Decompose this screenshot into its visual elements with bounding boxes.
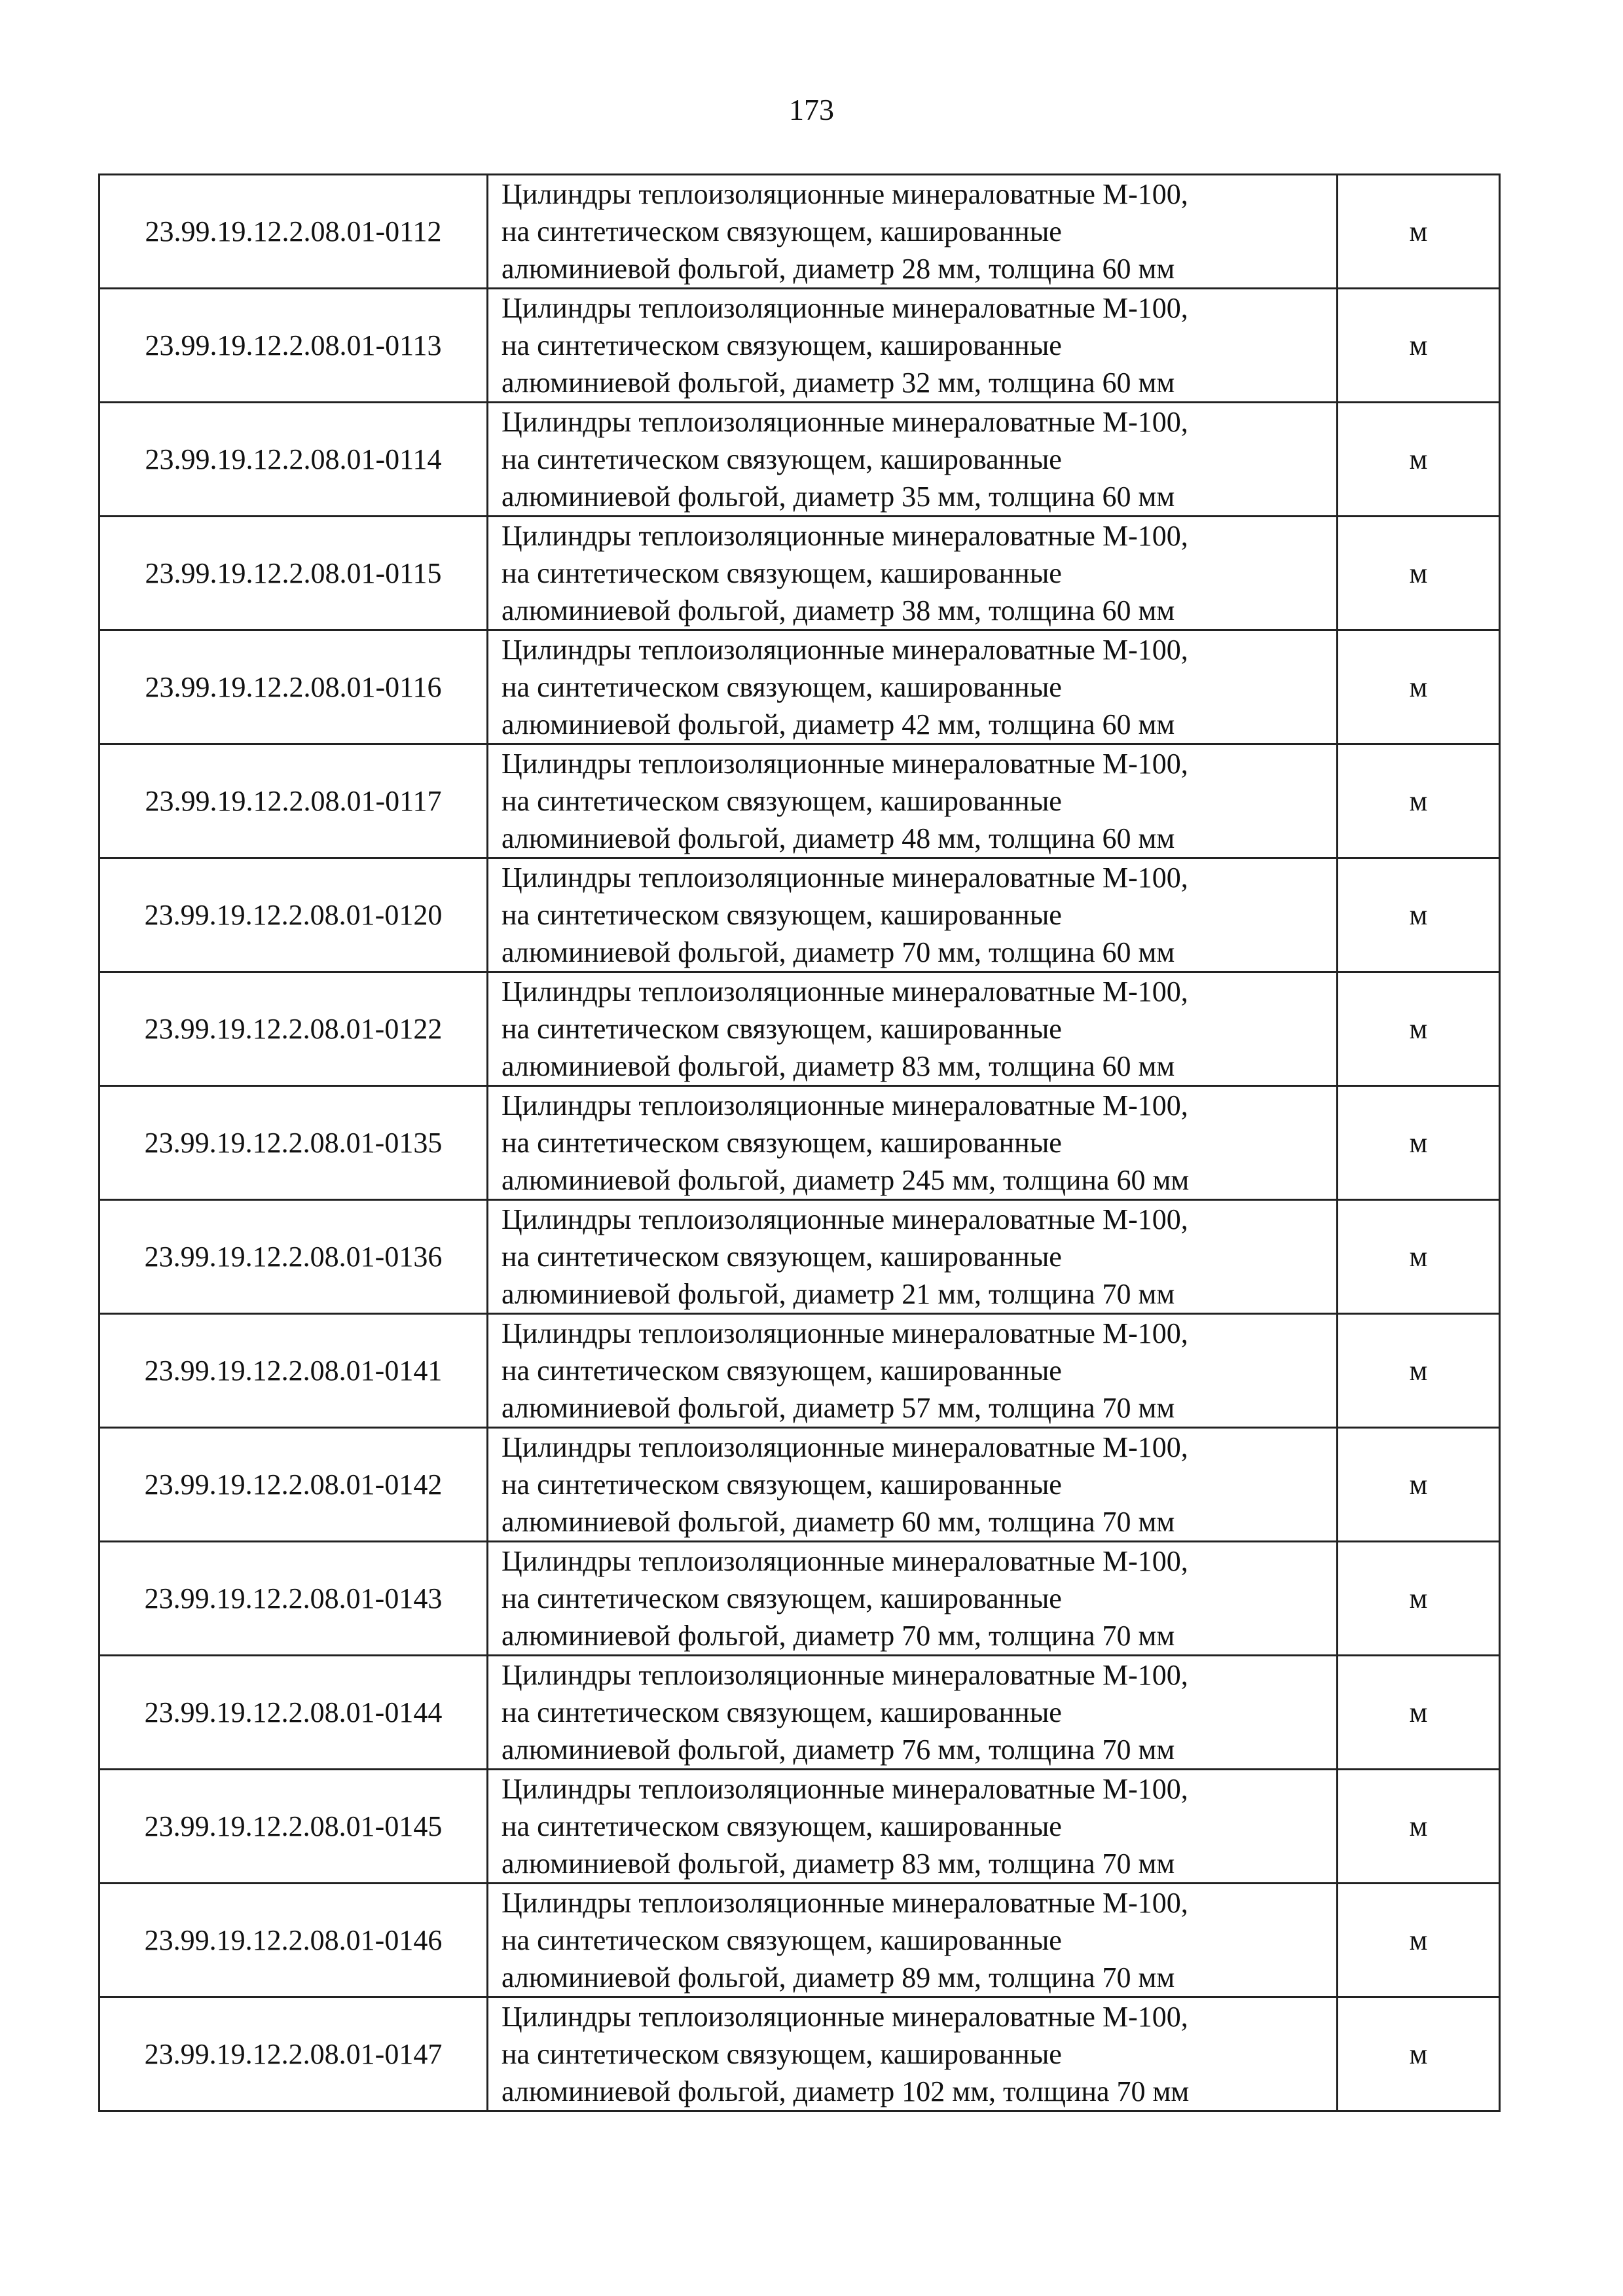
description-line: на синтетическом связующем, кашированные — [501, 1013, 1062, 1045]
description-line: Цилиндры теплоизоляционные минераловатные М-100, — [501, 1887, 1188, 1919]
description-line: на синтетическом связующем, кашированные — [501, 1355, 1062, 1387]
description-line: алюминиевой фольгой, диаметр 83 мм, толщина 60 мм — [501, 1050, 1175, 1082]
description-line: Цилиндры теплоизоляционные минераловатные М-100, — [501, 1545, 1188, 1577]
table-row — [100, 175, 1500, 289]
description-cell — [488, 1428, 1338, 1542]
description-line: Цилиндры теплоизоляционные минераловатные М-100, — [501, 520, 1188, 552]
description-line: Цилиндры теплоизоляционные минераловатные М-100, — [501, 178, 1188, 210]
description-line: на синтетическом связующем, кашированные — [501, 557, 1062, 589]
description-line: на синтетическом связующем, кашированные — [501, 1696, 1062, 1728]
description-cell — [488, 517, 1338, 630]
table-row — [100, 289, 1500, 403]
description-line: Цилиндры теплоизоляционные минераловатные М-100, — [501, 1089, 1188, 1121]
table-row — [100, 1884, 1500, 1997]
page-number: 173 — [789, 93, 834, 126]
description-cell — [488, 630, 1338, 744]
description-cell — [488, 403, 1338, 517]
description-cell — [488, 1884, 1338, 1997]
description-cell — [488, 1656, 1338, 1770]
code-cell: 23.99.19.12.2.08.01-0142 — [100, 1428, 488, 1542]
description-cell — [488, 1542, 1338, 1656]
description-cell — [488, 175, 1338, 289]
unit-cell: м — [1338, 403, 1500, 517]
description-cell — [488, 972, 1338, 1086]
description-line: на синтетическом связующем, кашированные — [501, 1241, 1062, 1273]
description-line: алюминиевой фольгой, диаметр 28 мм, толщина 60 мм — [501, 253, 1175, 285]
code-cell: 23.99.19.12.2.08.01-0112 — [100, 175, 488, 289]
code-cell: 23.99.19.12.2.08.01-0136 — [100, 1200, 488, 1314]
description-line: алюминиевой фольгой, диаметр 76 мм, толщина 70 мм — [501, 1734, 1175, 1766]
code-cell: 23.99.19.12.2.08.01-0117 — [100, 744, 488, 858]
description-line: алюминиевой фольгой, диаметр 245 мм, толщина 60 мм — [501, 1164, 1190, 1196]
description-line: алюминиевой фольгой, диаметр 21 мм, толщина 70 мм — [501, 1278, 1175, 1310]
description-line: Цилиндры теплоизоляционные минераловатные М-100, — [501, 1203, 1188, 1235]
table-row — [100, 1656, 1500, 1770]
unit-cell: м — [1338, 1770, 1500, 1884]
table-row — [100, 403, 1500, 517]
table-row — [100, 1200, 1500, 1314]
description-line: Цилиндры теплоизоляционные минераловатные М-100, — [501, 634, 1188, 666]
unit-cell: м — [1338, 1086, 1500, 1200]
description-line: Цилиндры теплоизоляционные минераловатные М-100, — [501, 1773, 1188, 1805]
description-cell — [488, 744, 1338, 858]
description-line: Цилиндры теплоизоляционные минераловатные М-100, — [501, 1659, 1188, 1691]
description-line: алюминиевой фольгой, диаметр 60 мм, толщина 70 мм — [501, 1506, 1175, 1538]
unit-cell: м — [1338, 1884, 1500, 1997]
description-line: на синтетическом связующем, кашированные — [501, 443, 1062, 475]
description-line: алюминиевой фольгой, диаметр 38 мм, толщина 60 мм — [501, 594, 1175, 627]
unit-cell: м — [1338, 1997, 1500, 2111]
unit-cell: м — [1338, 517, 1500, 630]
description-line: на синтетическом связующем, кашированные — [501, 899, 1062, 931]
description-line: на синтетическом связующем, кашированные — [501, 2038, 1062, 2070]
description-line: на синтетическом связующем, кашированные — [501, 1127, 1062, 1159]
unit-cell: м — [1338, 289, 1500, 403]
code-cell: 23.99.19.12.2.08.01-0146 — [100, 1884, 488, 1997]
table-row — [100, 1770, 1500, 1884]
description-line: алюминиевой фольгой, диаметр 42 мм, толщина 60 мм — [501, 708, 1175, 740]
table-row — [100, 1997, 1500, 2111]
description-line: алюминиевой фольгой, диаметр 35 мм, толщина 60 мм — [501, 481, 1175, 513]
description-line: Цилиндры теплоизоляционные минераловатные М-100, — [501, 2001, 1188, 2033]
code-cell: 23.99.19.12.2.08.01-0115 — [100, 517, 488, 630]
unit-cell: м — [1338, 744, 1500, 858]
description-line: алюминиевой фольгой, диаметр 70 мм, толщина 70 мм — [501, 1620, 1175, 1652]
description-cell — [488, 289, 1338, 403]
code-cell: 23.99.19.12.2.08.01-0122 — [100, 972, 488, 1086]
code-cell: 23.99.19.12.2.08.01-0114 — [100, 403, 488, 517]
description-line: алюминиевой фольгой, диаметр 57 мм, толщина 70 мм — [501, 1392, 1175, 1424]
description-line: Цилиндры теплоизоляционные минераловатные М-100, — [501, 406, 1188, 438]
table-row — [100, 858, 1500, 972]
table-row — [100, 1314, 1500, 1428]
table-row — [100, 517, 1500, 630]
description-line: Цилиндры теплоизоляционные минераловатные М-100, — [501, 862, 1188, 894]
description-line: на синтетическом связующем, кашированные — [501, 215, 1062, 247]
description-line: алюминиевой фольгой, диаметр 89 мм, толщина 70 мм — [501, 1961, 1175, 1994]
description-line: на синтетическом связующем, кашированные — [501, 785, 1062, 817]
code-cell: 23.99.19.12.2.08.01-0144 — [100, 1656, 488, 1770]
unit-cell: м — [1338, 858, 1500, 972]
description-line: на синтетическом связующем, кашированные — [501, 671, 1062, 703]
unit-cell: м — [1338, 1656, 1500, 1770]
description-line: на синтетическом связующем, кашированные — [501, 1924, 1062, 1956]
code-cell: 23.99.19.12.2.08.01-0120 — [100, 858, 488, 972]
code-cell: 23.99.19.12.2.08.01-0116 — [100, 630, 488, 744]
table-row — [100, 630, 1500, 744]
description-cell — [488, 1314, 1338, 1428]
table-row — [100, 744, 1500, 858]
unit-cell: м — [1338, 972, 1500, 1086]
description-line: алюминиевой фольгой, диаметр 32 мм, толщина 60 мм — [501, 367, 1175, 399]
description-line: на синтетическом связующем, кашированные — [501, 1468, 1062, 1501]
description-cell — [488, 858, 1338, 972]
unit-cell: м — [1338, 175, 1500, 289]
description-line: Цилиндры теплоизоляционные минераловатные М-100, — [501, 748, 1188, 780]
description-line: на синтетическом связующем, кашированные — [501, 1810, 1062, 1842]
description-line: на синтетическом связующем, кашированные — [501, 329, 1062, 361]
description-cell — [488, 1086, 1338, 1200]
description-line: на синтетическом связующем, кашированные — [501, 1582, 1062, 1614]
description-line: Цилиндры теплоизоляционные минераловатные М-100, — [501, 975, 1188, 1008]
description-cell — [488, 1770, 1338, 1884]
description-line: алюминиевой фольгой, диаметр 83 мм, толщина 70 мм — [501, 1848, 1175, 1880]
code-cell: 23.99.19.12.2.08.01-0135 — [100, 1086, 488, 1200]
code-cell: 23.99.19.12.2.08.01-0145 — [100, 1770, 488, 1884]
unit-cell: м — [1338, 1200, 1500, 1314]
table-row — [100, 1086, 1500, 1200]
unit-cell: м — [1338, 1542, 1500, 1656]
description-line: Цилиндры теплоизоляционные минераловатные М-100, — [501, 1431, 1188, 1463]
unit-cell: м — [1338, 630, 1500, 744]
description-line: Цилиндры теплоизоляционные минераловатные М-100, — [501, 1317, 1188, 1349]
description-line: алюминиевой фольгой, диаметр 102 мм, толщина 70 мм — [501, 2075, 1190, 2107]
unit-cell: м — [1338, 1314, 1500, 1428]
code-cell: 23.99.19.12.2.08.01-0143 — [100, 1542, 488, 1656]
description-line: алюминиевой фольгой, диаметр 70 мм, толщина 60 мм — [501, 936, 1175, 968]
table-row — [100, 1542, 1500, 1656]
materials-table — [98, 173, 1501, 2112]
description-cell — [488, 1200, 1338, 1314]
code-cell: 23.99.19.12.2.08.01-0141 — [100, 1314, 488, 1428]
description-line: Цилиндры теплоизоляционные минераловатные М-100, — [501, 292, 1188, 324]
description-line: алюминиевой фольгой, диаметр 48 мм, толщина 60 мм — [501, 822, 1175, 854]
code-cell: 23.99.19.12.2.08.01-0147 — [100, 1997, 488, 2111]
table-row — [100, 1428, 1500, 1542]
table-row — [100, 972, 1500, 1086]
description-cell — [488, 1997, 1338, 2111]
code-cell: 23.99.19.12.2.08.01-0113 — [100, 289, 488, 403]
unit-cell: м — [1338, 1428, 1500, 1542]
